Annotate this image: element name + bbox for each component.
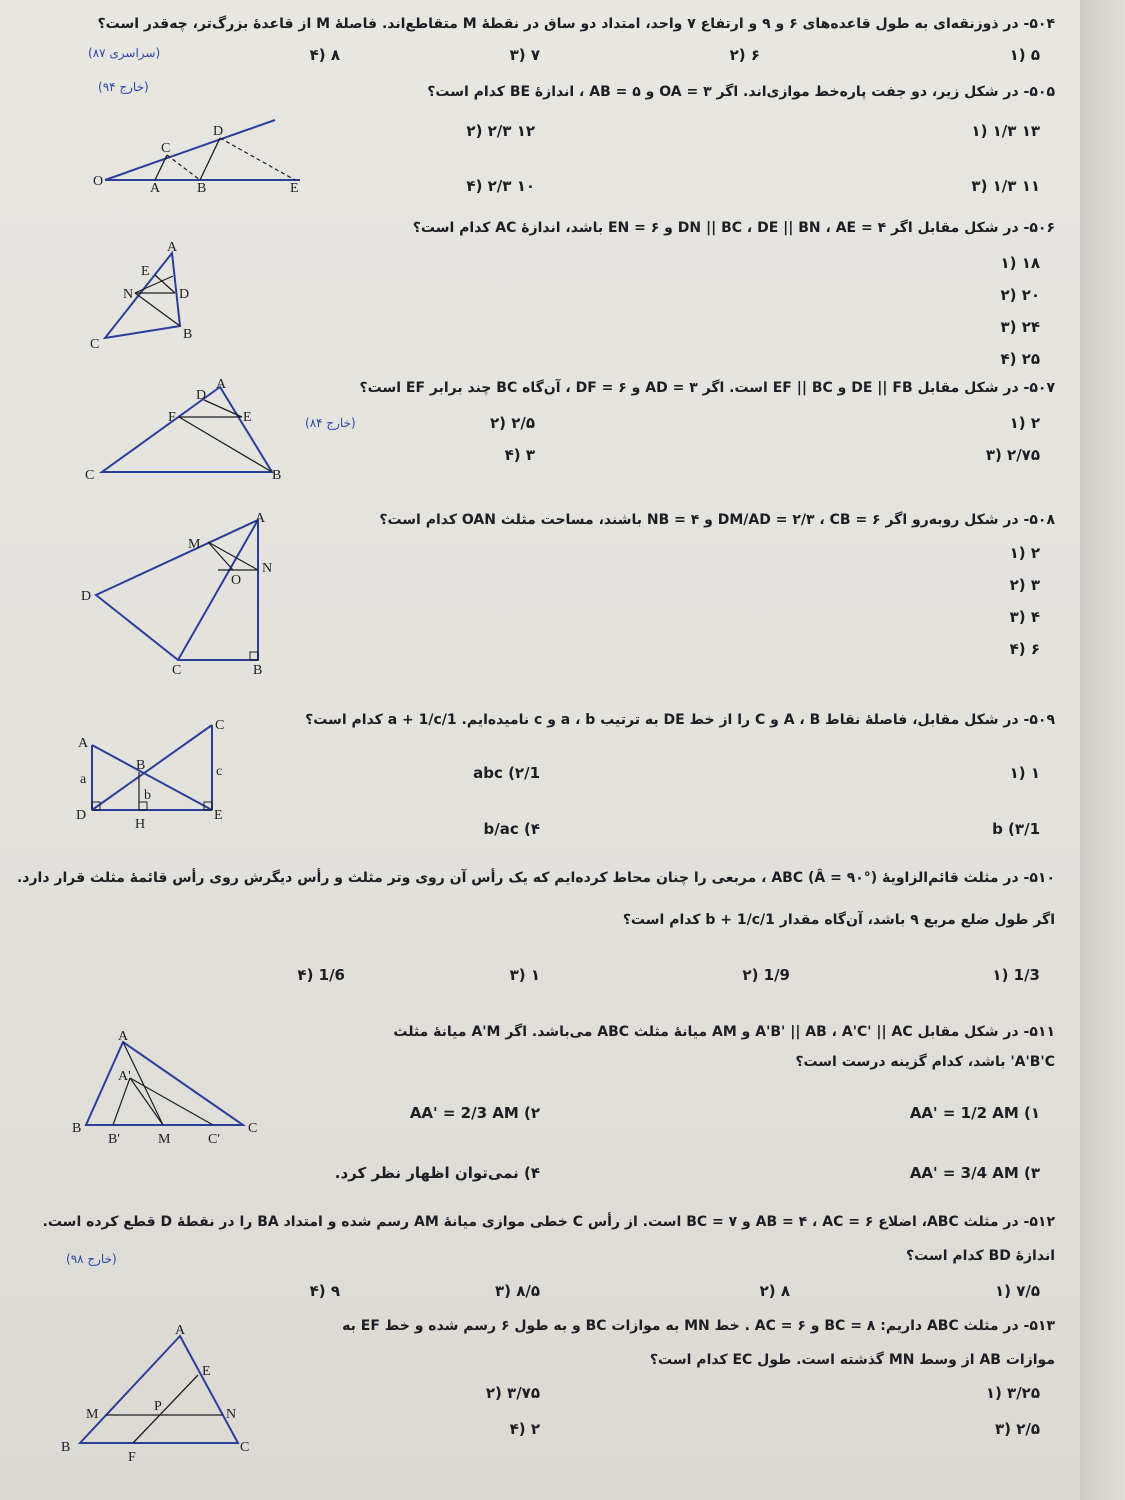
option: ۱۲ ۲/۳ (۲ (466, 122, 535, 140)
question-511-line2: A'B'C' باشد، کدام گزینه درست است؟ (795, 1054, 1055, 1070)
option: ۱۱ ۱/۳ (۳ (971, 177, 1040, 195)
label: E (290, 181, 299, 195)
question-512: ۵۱۲- در مثلث ABC، اضلاع AB = ۴ ، AC = ۶ و BC = ۷ است. از رأس C خطی موازی میانهٔ AM رسم شده و امتداد BA را در نقطهٔ D قطع کرده است. (42, 1214, 1055, 1230)
label: A' (118, 1069, 131, 1084)
label: B (61, 1440, 71, 1455)
label: C (240, 1440, 250, 1455)
label: M (86, 1407, 99, 1422)
label: a (80, 772, 87, 787)
source-tag: (خارج ۹۴) (98, 80, 149, 94)
question-506: ۵۰۶- در شکل مقابل اگر DN || BC ، DE || BN ، AE = ۴ و EN = ۶ باشد، اندازهٔ AC کدام است؟ (412, 220, 1055, 236)
option: ۶ (۲ (729, 46, 760, 64)
label: F (168, 410, 176, 425)
option: 1/9 (۲ (742, 966, 790, 984)
option: b/ac (۴ (483, 820, 540, 838)
question-505: ۵۰۵- در شکل زیر، دو جفت پاره‌خط موازی‌اند. اگر OA = ۳ و AB = ۵ ، اندازهٔ BE کدام است؟ (427, 84, 1055, 100)
source-tag: (سراسری ۸۷) (88, 46, 161, 60)
figure-511 (68, 1030, 268, 1150)
label: M (158, 1132, 171, 1147)
label: N (262, 561, 273, 576)
label: O (93, 174, 104, 189)
question-513: ۵۱۳- در مثلث ABC داریم: BC = ۸ و AC = ۶ . خط MN به موازات BC و به طول ۶ رسم شده و خط EF به (342, 1318, 1055, 1334)
option: ۲/۵ (۲ (489, 414, 535, 432)
option: ۲/۵ (۳ (994, 1420, 1040, 1438)
figure-507 (82, 375, 292, 485)
option: ۲۵ (۴ (1000, 350, 1040, 368)
question-504: ۵۰۴- در ذوزنقه‌ای به طول قاعده‌های ۶ و ۹ و ارتفاع ۷ واحد، امتداد دو ساق در نقطهٔ M متقاطع‌اند. فاصلهٔ M از قاعدهٔ بزرگ‌تر، چه‌قدر است؟ (97, 16, 1055, 32)
label: B (197, 181, 207, 195)
label: E (141, 264, 150, 279)
label: D (213, 124, 224, 139)
question-509: ۵۰۹- در شکل مقابل، فاصلهٔ نقاط A ، B و C را از خط DE به ترتیب a ، b و c نامیده‌ایم. 1/a + 1/c کدام است؟ (305, 712, 1055, 728)
option: ۳/۲۵ (۱ (985, 1384, 1040, 1402)
label: B (72, 1121, 82, 1136)
label: N (123, 287, 134, 302)
label: c (216, 764, 223, 779)
label: B (136, 758, 146, 773)
adjacent-page-edge (1080, 0, 1125, 1500)
label: P (154, 1399, 162, 1414)
label: B (253, 663, 263, 678)
option: ۳/۷۵ (۲ (485, 1384, 540, 1402)
option: AA' = 1/2 AM (۱ (909, 1104, 1040, 1122)
label: B (272, 468, 282, 483)
option: AA' = 3/4 AM (۳ (909, 1164, 1040, 1182)
label: E (214, 808, 223, 823)
option: ۱ (۱ (1009, 764, 1040, 782)
figure-506 (85, 238, 210, 353)
label: D (179, 287, 190, 302)
label: A (216, 377, 227, 392)
label: H (135, 817, 146, 832)
question-513-line2: موازات AB از وسط MN گذشته است. طول EC کدام است؟ (649, 1352, 1055, 1368)
label: D (76, 808, 87, 823)
label: A (175, 1323, 186, 1338)
label: C (248, 1121, 258, 1136)
option: ۳ (۲ (1009, 576, 1040, 594)
option: ۲ (۱ (1009, 544, 1040, 562)
option: ۹ (۴ (309, 1282, 340, 1300)
option: 1/abc (۲ (473, 764, 540, 782)
option: ۱۸ (۱ (1000, 254, 1040, 272)
label: N (226, 1407, 237, 1422)
option: ۸ (۲ (759, 1282, 790, 1300)
option: ۷/۵ (۱ (994, 1282, 1040, 1300)
option: 1/b (۳ (992, 820, 1040, 838)
label: C (85, 468, 95, 483)
option: 1/6 (۴ (297, 966, 345, 984)
label: D (81, 589, 92, 604)
label: C (161, 141, 171, 156)
option: ۸ (۴ (309, 46, 340, 64)
question-508: ۵۰۸- در شکل روبه‌رو اگر DM/AD = ۲/۳ ، CB = ۶ و NB = ۴ باشند، مساحت مثلث OAN کدام است؟ (379, 512, 1055, 528)
label: b (144, 788, 151, 803)
option: ۲۴ (۳ (1000, 318, 1040, 336)
label: A (118, 1030, 129, 1044)
label: A (255, 511, 266, 526)
label: C' (208, 1132, 220, 1147)
option: ۳ (۴ (504, 446, 535, 464)
question-512-line2: اندازهٔ BD کدام است؟ (906, 1248, 1055, 1264)
label: C (90, 337, 100, 352)
label: B' (108, 1132, 120, 1147)
option: ۷ (۳ (509, 46, 540, 64)
option: ۲ (۱ (1009, 414, 1040, 432)
option: ۵ (۱ (1009, 46, 1040, 64)
figure-505 (85, 115, 310, 195)
question-510-line2: اگر طول ضلع مربع ۹ باشد، آن‌گاه مقدار 1/b + 1/c کدام است؟ (622, 912, 1055, 928)
label: B (183, 327, 193, 342)
question-510: ۵۱۰- در مثلث قائم‌الزاویهٔ ABC (Â = ۹۰°) ، مربعی را چنان محاط کرده‌ایم که یک رأس آن روی وتر مثلث و رأس دیگرش روی رأس قائمهٔ مثلث قرار دارد. (16, 870, 1055, 886)
option: ۲۰ (۲ (1000, 286, 1040, 304)
option: ۴) نمی‌توان اظهار نظر کرد. (334, 1164, 540, 1182)
label: A (150, 181, 161, 195)
label: A (167, 240, 178, 255)
source-tag: (خارج ۸۴) (305, 416, 356, 430)
option: 1/3 (۱ (992, 966, 1040, 984)
option: ۸/۵ (۳ (494, 1282, 540, 1300)
label: M (188, 537, 201, 552)
option: ۲ (۴ (509, 1420, 540, 1438)
option: ۱۳ ۱/۳ (۱ (971, 122, 1040, 140)
option: ۶ (۴ (1009, 640, 1040, 658)
option: ۱ (۳ (509, 966, 540, 984)
question-507: ۵۰۷- در شکل مقابل DE || FB و EF || BC است. اگر AD = ۳ و DF = ۶ ، آن‌گاه BC چند برابر EF است؟ (359, 380, 1055, 396)
figure-509 (72, 715, 242, 835)
label: A (78, 736, 89, 751)
option: ۱۰ ۲/۳ (۴ (466, 177, 535, 195)
label: E (243, 410, 252, 425)
label: C (215, 718, 225, 733)
option: ۴ (۳ (1009, 608, 1040, 626)
figure-508 (78, 510, 278, 680)
source-tag: (خارج ۹۸) (66, 1252, 117, 1266)
option: AA' = 2/3 AM (۲ (409, 1104, 540, 1122)
label: D (196, 388, 207, 403)
figure-513 (58, 1318, 263, 1468)
label: F (128, 1450, 136, 1465)
label: C (172, 663, 182, 678)
option: ۲/۷۵ (۳ (985, 446, 1040, 464)
label: E (202, 1364, 211, 1379)
question-511: ۵۱۱- در شکل مقابل A'B' || AB ، A'C' || AC و AM میانهٔ مثلث ABC می‌باشد. اگر A'M میانهٔ مثلث (393, 1024, 1055, 1040)
label: O (231, 573, 242, 588)
